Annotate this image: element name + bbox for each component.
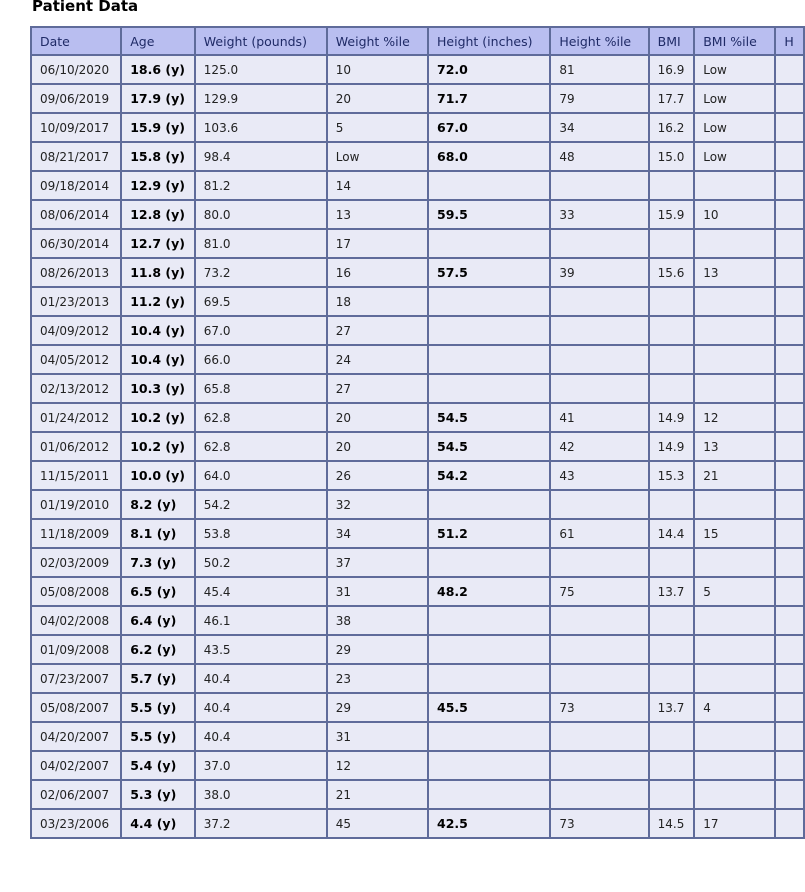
page-title: Patient Data (32, 0, 139, 15)
height-cell (428, 287, 550, 316)
height-cell: 71.7 (428, 84, 550, 113)
bmi-percentile-cell: 12 (694, 403, 775, 432)
age-cell: 6.4 (y) (121, 606, 195, 635)
weight-cell: 125.0 (195, 55, 327, 84)
age-cell: 5.3 (y) (121, 780, 195, 809)
height-cell (428, 374, 550, 403)
weight-percentile-cell: 17 (327, 229, 428, 258)
table-row (31, 345, 804, 374)
height-cell: 67.0 (428, 113, 550, 142)
date-cell: 11/15/2011 (31, 461, 121, 490)
h-cell (775, 113, 804, 142)
height-cell: 54.2 (428, 461, 550, 490)
table-row (31, 606, 804, 635)
h-cell (775, 751, 804, 780)
bmi-cell (649, 374, 695, 403)
height-percentile-cell (550, 171, 648, 200)
weight-cell: 67.0 (195, 316, 327, 345)
date-cell: 04/09/2012 (31, 316, 121, 345)
weight-percentile-cell: 29 (327, 635, 428, 664)
date-cell: 02/13/2012 (31, 374, 121, 403)
h-cell (775, 142, 804, 171)
bmi-percentile-cell: 5 (694, 577, 775, 606)
column-header-height-percentile[interactable]: Height %ile (550, 27, 648, 55)
age-cell: 8.1 (y) (121, 519, 195, 548)
height-percentile-cell (550, 635, 648, 664)
bmi-cell (649, 490, 695, 519)
height-cell: 48.2 (428, 577, 550, 606)
weight-percentile-cell: 12 (327, 751, 428, 780)
height-percentile-cell (550, 722, 648, 751)
h-cell (775, 432, 804, 461)
weight-cell: 40.4 (195, 722, 327, 751)
bmi-percentile-cell (694, 751, 775, 780)
table-row (31, 171, 804, 200)
patient-data-table-container (30, 26, 805, 839)
bmi-percentile-cell (694, 780, 775, 809)
height-cell (428, 490, 550, 519)
h-cell (775, 548, 804, 577)
date-cell: 01/24/2012 (31, 403, 121, 432)
weight-percentile-cell: 13 (327, 200, 428, 229)
weight-cell: 45.4 (195, 577, 327, 606)
table-row (31, 664, 804, 693)
weight-percentile-cell: 37 (327, 548, 428, 577)
age-cell: 12.7 (y) (121, 229, 195, 258)
table-row (31, 55, 804, 84)
weight-cell: 98.4 (195, 142, 327, 171)
height-percentile-cell (550, 780, 648, 809)
age-cell: 5.7 (y) (121, 664, 195, 693)
weight-cell: 66.0 (195, 345, 327, 374)
height-cell (428, 345, 550, 374)
bmi-percentile-cell: Low (694, 84, 775, 113)
bmi-cell (649, 316, 695, 345)
date-cell: 03/23/2006 (31, 809, 121, 838)
height-percentile-cell: 73 (550, 693, 648, 722)
h-cell (775, 780, 804, 809)
weight-percentile-cell: 45 (327, 809, 428, 838)
table-row (31, 200, 804, 229)
height-cell (428, 229, 550, 258)
bmi-percentile-cell: 4 (694, 693, 775, 722)
height-percentile-cell (550, 287, 648, 316)
height-cell: 68.0 (428, 142, 550, 171)
weight-percentile-cell: 20 (327, 432, 428, 461)
h-cell (775, 606, 804, 635)
h-cell (775, 229, 804, 258)
date-cell: 04/02/2008 (31, 606, 121, 635)
age-cell: 10.3 (y) (121, 374, 195, 403)
height-percentile-cell: 42 (550, 432, 648, 461)
bmi-percentile-cell: 21 (694, 461, 775, 490)
weight-percentile-cell: 21 (327, 780, 428, 809)
date-cell: 06/10/2020 (31, 55, 121, 84)
h-cell (775, 577, 804, 606)
bmi-cell (649, 229, 695, 258)
height-cell: 51.2 (428, 519, 550, 548)
bmi-percentile-cell (694, 287, 775, 316)
bmi-percentile-cell (694, 548, 775, 577)
date-cell: 08/06/2014 (31, 200, 121, 229)
height-cell: 42.5 (428, 809, 550, 838)
table-row (31, 258, 804, 287)
height-cell: 59.5 (428, 200, 550, 229)
bmi-percentile-cell (694, 606, 775, 635)
age-cell: 11.2 (y) (121, 287, 195, 316)
height-percentile-cell: 48 (550, 142, 648, 171)
column-header-h[interactable]: H (775, 27, 804, 55)
age-cell: 5.5 (y) (121, 722, 195, 751)
table-row (31, 113, 804, 142)
h-cell (775, 635, 804, 664)
column-header-bmi-percentile[interactable]: BMI %ile (694, 27, 775, 55)
weight-cell: 81.0 (195, 229, 327, 258)
table-row (31, 316, 804, 345)
height-cell: 57.5 (428, 258, 550, 287)
date-cell: 07/23/2007 (31, 664, 121, 693)
weight-percentile-cell: 23 (327, 664, 428, 693)
age-cell: 8.2 (y) (121, 490, 195, 519)
bmi-cell: 14.4 (649, 519, 695, 548)
bmi-percentile-cell: 13 (694, 432, 775, 461)
bmi-cell: 16.9 (649, 55, 695, 84)
table-row (31, 722, 804, 751)
age-cell: 17.9 (y) (121, 84, 195, 113)
age-cell: 10.2 (y) (121, 403, 195, 432)
table-row (31, 548, 804, 577)
bmi-percentile-cell: 17 (694, 809, 775, 838)
h-cell (775, 200, 804, 229)
table-row (31, 809, 804, 838)
height-cell (428, 171, 550, 200)
weight-percentile-cell: 31 (327, 722, 428, 751)
bmi-cell: 15.0 (649, 142, 695, 171)
weight-cell: 43.5 (195, 635, 327, 664)
column-header-weight-percentile[interactable]: Weight %ile (327, 27, 428, 55)
height-percentile-cell: 75 (550, 577, 648, 606)
bmi-percentile-cell (694, 374, 775, 403)
age-cell: 5.5 (y) (121, 693, 195, 722)
age-cell: 5.4 (y) (121, 751, 195, 780)
weight-percentile-cell: 27 (327, 374, 428, 403)
height-cell: 54.5 (428, 432, 550, 461)
bmi-percentile-cell: 13 (694, 258, 775, 287)
height-percentile-cell: 34 (550, 113, 648, 142)
height-cell (428, 780, 550, 809)
height-cell: 72.0 (428, 55, 550, 84)
bmi-cell: 15.9 (649, 200, 695, 229)
bmi-cell (649, 722, 695, 751)
height-cell (428, 635, 550, 664)
age-cell: 10.0 (y) (121, 461, 195, 490)
age-cell: 15.8 (y) (121, 142, 195, 171)
table-row (31, 519, 804, 548)
height-cell (428, 316, 550, 345)
column-header-bmi[interactable]: BMI (649, 27, 695, 55)
h-cell (775, 55, 804, 84)
height-percentile-cell (550, 490, 648, 519)
height-percentile-cell (550, 229, 648, 258)
height-percentile-cell (550, 548, 648, 577)
patient-data-table (30, 26, 805, 839)
date-cell: 01/06/2012 (31, 432, 121, 461)
weight-percentile-cell: 10 (327, 55, 428, 84)
weight-cell: 129.9 (195, 84, 327, 113)
weight-cell: 37.2 (195, 809, 327, 838)
height-cell (428, 548, 550, 577)
weight-cell: 54.2 (195, 490, 327, 519)
date-cell: 08/21/2017 (31, 142, 121, 171)
weight-percentile-cell: 38 (327, 606, 428, 635)
age-cell: 10.4 (y) (121, 316, 195, 345)
h-cell (775, 722, 804, 751)
h-cell (775, 287, 804, 316)
weight-cell: 46.1 (195, 606, 327, 635)
table-body (31, 55, 804, 838)
bmi-cell: 16.2 (649, 113, 695, 142)
weight-cell: 40.4 (195, 693, 327, 722)
table-row (31, 461, 804, 490)
height-cell (428, 664, 550, 693)
age-cell: 4.4 (y) (121, 809, 195, 838)
table-row (31, 490, 804, 519)
weight-percentile-cell: 24 (327, 345, 428, 374)
age-cell: 12.9 (y) (121, 171, 195, 200)
bmi-percentile-cell (694, 171, 775, 200)
bmi-cell (649, 664, 695, 693)
date-cell: 04/05/2012 (31, 345, 121, 374)
height-percentile-cell: 73 (550, 809, 648, 838)
age-cell: 18.6 (y) (121, 55, 195, 84)
age-cell: 6.5 (y) (121, 577, 195, 606)
date-cell: 04/20/2007 (31, 722, 121, 751)
date-cell: 01/23/2013 (31, 287, 121, 316)
date-cell: 05/08/2007 (31, 693, 121, 722)
h-cell (775, 84, 804, 113)
bmi-cell: 14.9 (649, 432, 695, 461)
bmi-percentile-cell (694, 345, 775, 374)
date-cell: 05/08/2008 (31, 577, 121, 606)
weight-cell: 38.0 (195, 780, 327, 809)
height-cell: 54.5 (428, 403, 550, 432)
weight-percentile-cell: 34 (327, 519, 428, 548)
column-header-height[interactable]: Height (inches) (428, 27, 550, 55)
date-cell: 06/30/2014 (31, 229, 121, 258)
height-percentile-cell: 33 (550, 200, 648, 229)
h-cell (775, 316, 804, 345)
h-cell (775, 403, 804, 432)
bmi-percentile-cell (694, 635, 775, 664)
weight-percentile-cell: 29 (327, 693, 428, 722)
weight-cell: 64.0 (195, 461, 327, 490)
table-header-row (31, 27, 804, 55)
weight-percentile-cell: 5 (327, 113, 428, 142)
h-cell (775, 374, 804, 403)
height-percentile-cell: 43 (550, 461, 648, 490)
h-cell (775, 461, 804, 490)
weight-percentile-cell: 20 (327, 84, 428, 113)
bmi-cell: 17.7 (649, 84, 695, 113)
table-row (31, 635, 804, 664)
height-percentile-cell (550, 374, 648, 403)
height-percentile-cell: 81 (550, 55, 648, 84)
bmi-percentile-cell: 10 (694, 200, 775, 229)
bmi-cell: 13.7 (649, 693, 695, 722)
table-row (31, 780, 804, 809)
weight-percentile-cell: 27 (327, 316, 428, 345)
height-cell (428, 751, 550, 780)
h-cell (775, 345, 804, 374)
bmi-cell (649, 548, 695, 577)
table-row (31, 229, 804, 258)
bmi-percentile-cell (694, 722, 775, 751)
bmi-cell (649, 171, 695, 200)
date-cell: 09/18/2014 (31, 171, 121, 200)
table-row (31, 751, 804, 780)
table-row (31, 432, 804, 461)
age-cell: 7.3 (y) (121, 548, 195, 577)
weight-cell: 53.8 (195, 519, 327, 548)
bmi-cell (649, 606, 695, 635)
h-cell (775, 171, 804, 200)
date-cell: 02/06/2007 (31, 780, 121, 809)
table-row (31, 142, 804, 171)
age-cell: 10.4 (y) (121, 345, 195, 374)
weight-percentile-cell: Low (327, 142, 428, 171)
age-cell: 6.2 (y) (121, 635, 195, 664)
bmi-cell (649, 287, 695, 316)
date-cell: 11/18/2009 (31, 519, 121, 548)
bmi-cell (649, 345, 695, 374)
bmi-cell: 14.5 (649, 809, 695, 838)
height-percentile-cell (550, 345, 648, 374)
column-header-age[interactable]: Age (121, 27, 195, 55)
h-cell (775, 519, 804, 548)
column-header-weight[interactable]: Weight (pounds) (195, 27, 327, 55)
weight-percentile-cell: 18 (327, 287, 428, 316)
bmi-cell: 15.6 (649, 258, 695, 287)
height-cell (428, 722, 550, 751)
date-cell: 10/09/2017 (31, 113, 121, 142)
weight-cell: 62.8 (195, 432, 327, 461)
weight-cell: 37.0 (195, 751, 327, 780)
weight-percentile-cell: 20 (327, 403, 428, 432)
date-cell: 01/09/2008 (31, 635, 121, 664)
date-cell: 09/06/2019 (31, 84, 121, 113)
column-header-date[interactable]: Date (31, 27, 121, 55)
h-cell (775, 693, 804, 722)
weight-percentile-cell: 32 (327, 490, 428, 519)
age-cell: 15.9 (y) (121, 113, 195, 142)
weight-cell: 40.4 (195, 664, 327, 693)
bmi-cell: 15.3 (649, 461, 695, 490)
age-cell: 10.2 (y) (121, 432, 195, 461)
height-percentile-cell: 61 (550, 519, 648, 548)
h-cell (775, 664, 804, 693)
bmi-cell: 14.9 (649, 403, 695, 432)
h-cell (775, 490, 804, 519)
table-row (31, 287, 804, 316)
weight-percentile-cell: 31 (327, 577, 428, 606)
weight-cell: 62.8 (195, 403, 327, 432)
date-cell: 01/19/2010 (31, 490, 121, 519)
table-row (31, 374, 804, 403)
bmi-cell (649, 751, 695, 780)
bmi-percentile-cell (694, 316, 775, 345)
bmi-percentile-cell: Low (694, 113, 775, 142)
bmi-percentile-cell: Low (694, 55, 775, 84)
table-row (31, 577, 804, 606)
bmi-percentile-cell (694, 490, 775, 519)
weight-percentile-cell: 14 (327, 171, 428, 200)
height-percentile-cell: 39 (550, 258, 648, 287)
height-percentile-cell (550, 316, 648, 345)
weight-cell: 80.0 (195, 200, 327, 229)
table-row (31, 403, 804, 432)
date-cell: 02/03/2009 (31, 548, 121, 577)
weight-cell: 69.5 (195, 287, 327, 316)
bmi-percentile-cell (694, 664, 775, 693)
weight-cell: 65.8 (195, 374, 327, 403)
height-percentile-cell (550, 751, 648, 780)
height-cell: 45.5 (428, 693, 550, 722)
height-percentile-cell: 79 (550, 84, 648, 113)
bmi-percentile-cell: 15 (694, 519, 775, 548)
height-percentile-cell (550, 606, 648, 635)
height-percentile-cell: 41 (550, 403, 648, 432)
bmi-percentile-cell: Low (694, 142, 775, 171)
weight-percentile-cell: 16 (327, 258, 428, 287)
weight-cell: 103.6 (195, 113, 327, 142)
height-percentile-cell (550, 664, 648, 693)
age-cell: 12.8 (y) (121, 200, 195, 229)
bmi-percentile-cell (694, 229, 775, 258)
weight-percentile-cell: 26 (327, 461, 428, 490)
h-cell (775, 258, 804, 287)
weight-cell: 81.2 (195, 171, 327, 200)
bmi-cell (649, 780, 695, 809)
table-row (31, 84, 804, 113)
date-cell: 08/26/2013 (31, 258, 121, 287)
age-cell: 11.8 (y) (121, 258, 195, 287)
weight-cell: 50.2 (195, 548, 327, 577)
height-cell (428, 606, 550, 635)
date-cell: 04/02/2007 (31, 751, 121, 780)
table-row (31, 693, 804, 722)
bmi-cell: 13.7 (649, 577, 695, 606)
h-cell (775, 809, 804, 838)
bmi-cell (649, 635, 695, 664)
weight-cell: 73.2 (195, 258, 327, 287)
